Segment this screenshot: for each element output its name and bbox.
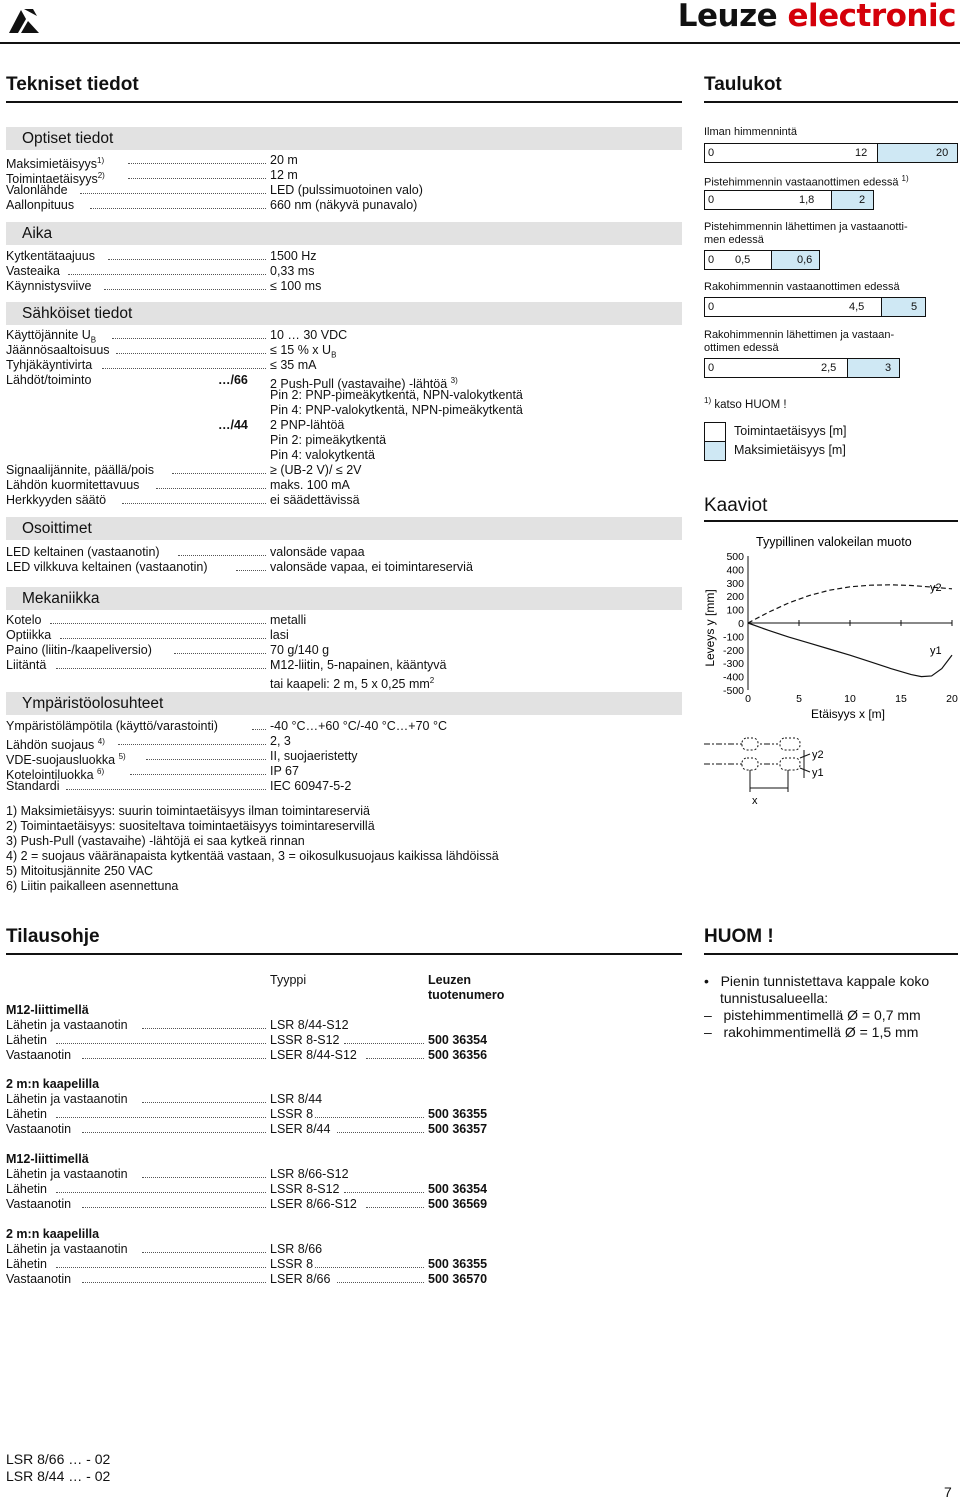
schematic-label-y1: y1 [812, 767, 824, 779]
order-row-label: Lähetin [6, 1182, 48, 1196]
order-row-type: LSR 8/44-S12 [270, 1018, 349, 1032]
order-row-number: 500 36355 [428, 1257, 488, 1271]
section-timing: Aika [6, 222, 682, 245]
order-col-number: Leuzen [428, 973, 472, 987]
order-group-title: M12-liittimellä [6, 1152, 89, 1166]
tables-rule [704, 101, 958, 103]
footer-model-1: LSR 8/66 … - 02 [6, 1451, 111, 1467]
note-title: HUOM ! [704, 926, 774, 947]
diagrams-rule [704, 520, 958, 522]
footer-model-2: LSR 8/44 … - 02 [6, 1468, 111, 1484]
order-row-type: LSER 8/44 [270, 1122, 331, 1136]
note-bullet: • Pienin tunnistettava kappale koko [704, 973, 930, 989]
order-row-number: 500 36570 [428, 1272, 488, 1286]
chart-ytick-label: -300 [722, 658, 744, 671]
order-row-number: 500 36354 [428, 1182, 488, 1196]
legend-swatch-white [704, 422, 726, 442]
brand-wordmark: Leuze electronic [677, 0, 956, 34]
leuze-logo-icon [6, 6, 42, 36]
note-bullet-cont: tunnistusalueella: [720, 990, 829, 1006]
order-row-label: Vastaanotin [6, 1048, 72, 1062]
table-label: Rakohimmennin lähettimen ja vastaan- [704, 329, 895, 341]
chart-series-y2 [748, 585, 952, 623]
table-label: Pistehimmennin vastaanottimen edessä $^{1)}$ [704, 174, 909, 189]
beam-shape-chart [700, 528, 960, 728]
range-scale: 0 4,5 5 [704, 297, 926, 317]
order-row-type: LSR 8/66 [270, 1242, 323, 1256]
order-row-label: Lähetin [6, 1107, 48, 1121]
chart-xtick-label: 0 [745, 693, 751, 705]
table-label: Pistehimmennin lähettimen ja vastaanotti- [704, 221, 908, 233]
legend-label-max: Maksimietäisyys [m] [734, 443, 846, 457]
table-label: Ilman himmennintä [704, 126, 797, 138]
order-row-type: LSSR 8-S12 [270, 1182, 340, 1196]
order-row-label: Lähetin ja vastaanotin [6, 1242, 128, 1256]
footnote: 2) Toimintaetäisyys: suositeltava toimintaetäisyys toimintareservillä [6, 819, 375, 833]
chart-ytick-label: -100 [722, 631, 744, 644]
tables-title: Taulukot [704, 74, 782, 95]
chart-ytick-label: -500 [722, 685, 744, 697]
chart-title: Tyypillinen valokeilan muoto [756, 535, 912, 549]
order-row-label: Lähetin ja vastaanotin [6, 1167, 128, 1181]
chart-ytick-label: 0 [738, 618, 744, 630]
chart-ytick-label: 200 [726, 591, 744, 604]
chart-xtick-label: 15 [895, 693, 907, 705]
order-row-label: Lähetin ja vastaanotin [6, 1018, 128, 1032]
page-number: 7 [944, 1484, 952, 1500]
order-row-number: 500 36356 [428, 1048, 488, 1062]
chart-series-label: y1 [930, 644, 942, 657]
section-environment: Ympäristöolosuhteet [6, 692, 682, 715]
chart-xtick-label: 5 [796, 693, 802, 705]
chart-ytick-label: -400 [722, 671, 744, 684]
footnote: 3) Push-Pull (vastavaihe) -lähtöjä ei saa kytkeä rinnan [6, 834, 305, 848]
order-row-label: Lähetin [6, 1033, 48, 1047]
chart-ytick-label: 500 [726, 551, 744, 563]
legend-swatch-blue [704, 441, 726, 461]
order-row-type: LSER 8/66-S12 [270, 1197, 357, 1211]
note-dash-2: – rakohimmentimellä Ø = 1,5 mm [704, 1024, 919, 1040]
order-group-title: 2 m:n kaapelilla [6, 1077, 100, 1091]
chart-xlabel: Etäisyys x [m] [810, 707, 886, 721]
diagrams-title: Kaaviot [704, 495, 768, 516]
order-row-label: Lähetin [6, 1257, 48, 1271]
order-rule [6, 953, 682, 955]
chart-ylabel: Leveys y [mm] [703, 589, 717, 667]
order-row-number: 500 36357 [428, 1122, 488, 1136]
chart-xtick-label: 10 [844, 693, 856, 705]
range-scale: 0 2,5 3 [704, 358, 900, 378]
schematic-label-y2: y2 [812, 749, 824, 761]
range-scale: 0 0,5 0,6 [704, 250, 820, 270]
order-row-number: 500 36569 [428, 1197, 488, 1211]
order-row-type: LSR 8/44 [270, 1092, 323, 1106]
chart-ytick-label: -200 [722, 644, 744, 657]
section-optical: Optiset tiedot [6, 127, 682, 150]
order-row-label: Vastaanotin [6, 1197, 72, 1211]
section-mechanics: Mekaniikka [6, 587, 682, 610]
chart-ytick-label: 100 [726, 604, 744, 617]
note-dash-1: – pistehimmentimellä Ø = 0,7 mm [704, 1007, 921, 1023]
header-rule [0, 42, 960, 44]
table-label: men edessä [704, 234, 764, 246]
range-scale: 0 1,8 2 [704, 190, 874, 210]
page-title: Tekniset tiedot [6, 74, 139, 95]
order-row-type: LSSR 8 [270, 1257, 314, 1271]
chart-xtick-label: 20 [946, 693, 958, 705]
chart-series-y1 [748, 623, 952, 677]
chart-series-label: y2 [930, 581, 942, 594]
legend-label-operating: Toimintaetäisyys [m] [734, 424, 847, 438]
order-row-number: 500 36355 [428, 1107, 488, 1121]
order-row-label: Vastaanotin [6, 1272, 72, 1286]
order-row-number: 500 36354 [428, 1033, 488, 1047]
table-footnote: $^{1)}$ katso HUOM ! [704, 396, 787, 411]
range-scale: 0 12 20 [704, 143, 958, 163]
note-rule [704, 953, 958, 955]
order-col-type: Tyyppi [270, 973, 307, 987]
order-title: Tilausohje [6, 926, 100, 947]
order-row-label: Vastaanotin [6, 1122, 72, 1136]
footnote: 1) Maksimietäisyys: suurin toimintaetäisyys ilman toimintareserviä [6, 804, 371, 818]
order-row-type: LSSR 8 [270, 1107, 314, 1121]
order-group-title: 2 m:n kaapelilla [6, 1227, 100, 1241]
section-electrical: Sähköiset tiedot [6, 302, 682, 325]
order-row-type: LSR 8/66-S12 [270, 1167, 349, 1181]
footnote: 5) Mitoitusjännite 250 VAC [6, 864, 154, 878]
order-row-label: Lähetin ja vastaanotin [6, 1092, 128, 1106]
order-row-type: LSER 8/44-S12 [270, 1048, 357, 1062]
order-row-type: LSSR 8-S12 [270, 1033, 340, 1047]
table-label: Rakohimmennin vastaanottimen edessä [704, 281, 900, 293]
footnote: 6) Liitin paikalleen asennettuna [6, 879, 179, 893]
section-indicators: Osoittimet [6, 517, 682, 540]
footnote: 4) 2 = suojaus vääränapaista kytkentää vastaan, 3 = oikosulkusuojaus kaikissa lähdöissä [6, 849, 499, 863]
order-group-title: M12-liittimellä [6, 1003, 89, 1017]
schematic-label-x: x [752, 795, 758, 807]
order-col-number-2: tuotenumero [428, 988, 505, 1002]
order-row-type: LSER 8/66 [270, 1272, 331, 1286]
chart-ytick-label: 300 [726, 577, 744, 590]
chart-ytick-label: 400 [726, 564, 744, 577]
title-rule [6, 101, 682, 103]
beam-schematic [700, 730, 840, 810]
table-label: ottimen edessä [704, 342, 779, 354]
